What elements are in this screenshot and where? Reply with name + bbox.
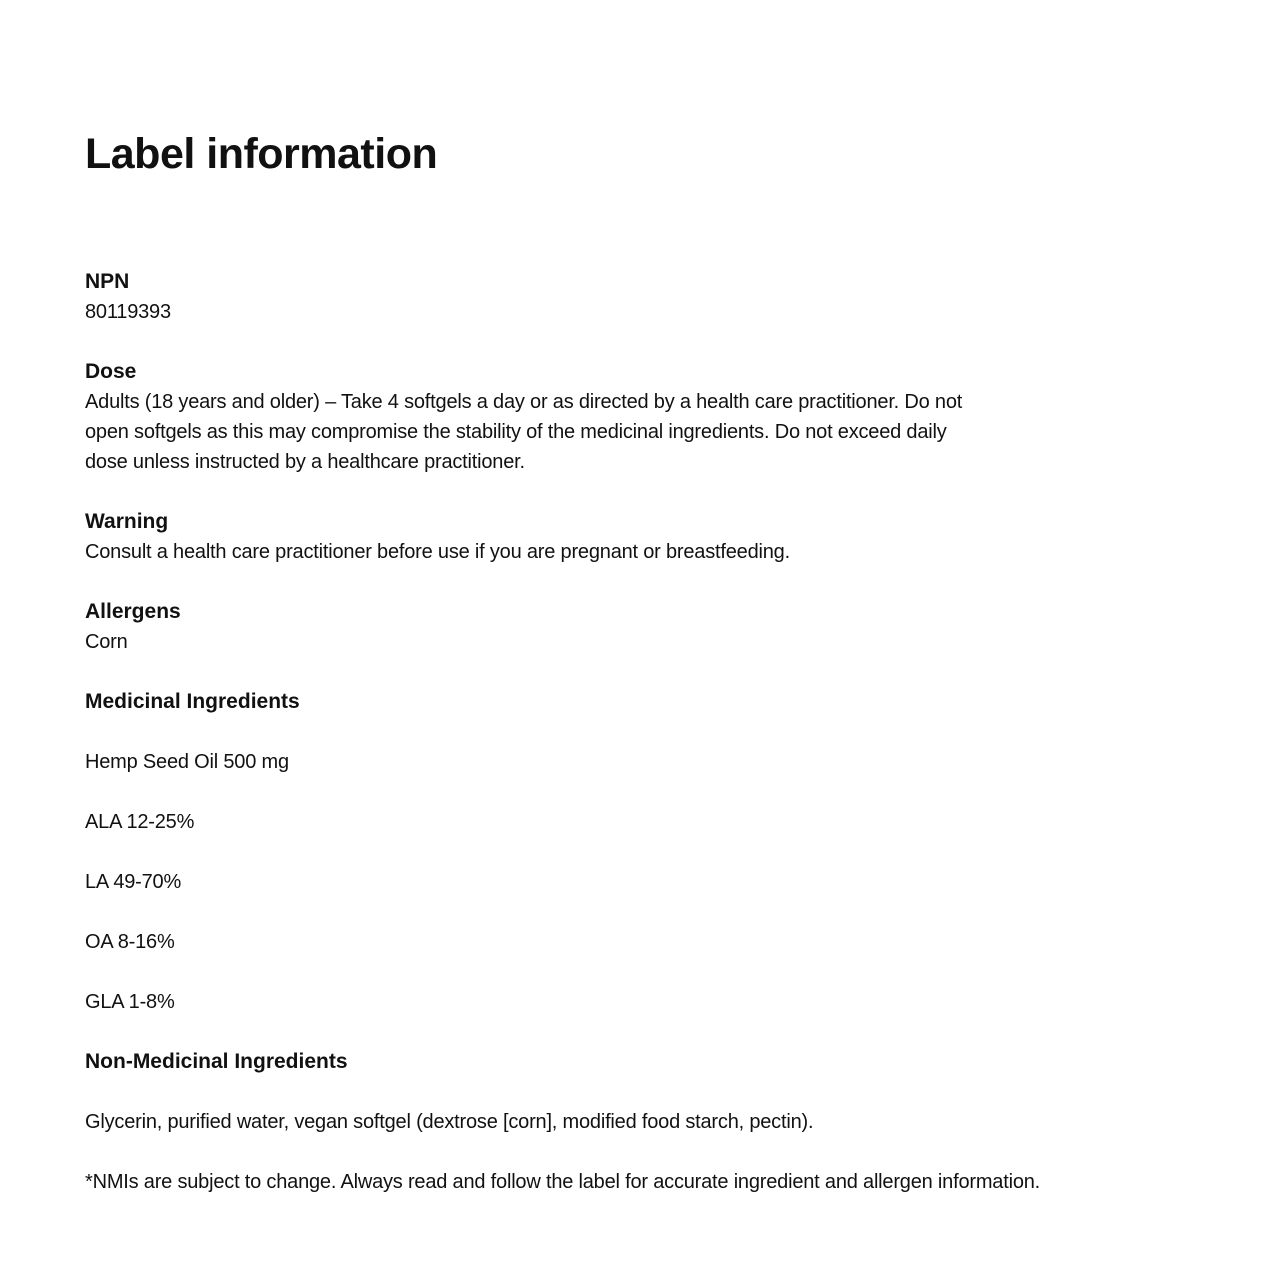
allergens-section [85, 597, 1205, 657]
npn-value: 80119393 [85, 301, 171, 323]
allergens-heading: Allergens [85, 600, 181, 623]
dose-heading: Dose [85, 360, 137, 383]
warning-heading: Warning [85, 510, 169, 533]
dose-text-line: open softgels as this may compromise the stability of the medicinal ingredients. Do not exceed daily [85, 421, 947, 443]
ingredient-item: LA 49-70% [85, 871, 182, 893]
medicinal-ingredients-heading: Medicinal Ingredients [85, 690, 300, 713]
allergens-value: Corn [85, 631, 128, 653]
warning-text: Consult a health care practitioner before use if you are pregnant or breastfeeding. [85, 541, 790, 563]
non-medicinal-ingredients-text: Glycerin, purified water, vegan softgel (dextrose [corn], modified food starch, pectin). [85, 1111, 814, 1133]
ingredient-item: GLA 1-8% [85, 991, 175, 1013]
dose-text-line: dose unless instructed by a healthcare practitioner. [85, 451, 525, 473]
ingredient-item: Hemp Seed Oil 500 mg [85, 751, 289, 773]
dose-section [85, 357, 1205, 477]
ingredient-item: OA 8-16% [85, 931, 175, 953]
npn-section [85, 267, 1205, 327]
medicinal-ingredients-section [85, 687, 1205, 717]
ingredient-item: ALA 12-25% [85, 811, 195, 833]
non-medicinal-ingredients-section [85, 1047, 1205, 1077]
nmi-disclaimer-note: *NMIs are subject to change. Always read and follow the label for accurate ingredient and allergen information. [85, 1171, 1041, 1193]
dose-text-line: Adults (18 years and older) – Take 4 softgels a day or as directed by a health care practitioner. Do not [85, 391, 963, 413]
warning-section [85, 507, 1205, 567]
page-title: Label information [85, 130, 438, 178]
npn-heading: NPN [85, 270, 130, 293]
non-medicinal-ingredients-heading: Non-Medicinal Ingredients [85, 1050, 348, 1073]
